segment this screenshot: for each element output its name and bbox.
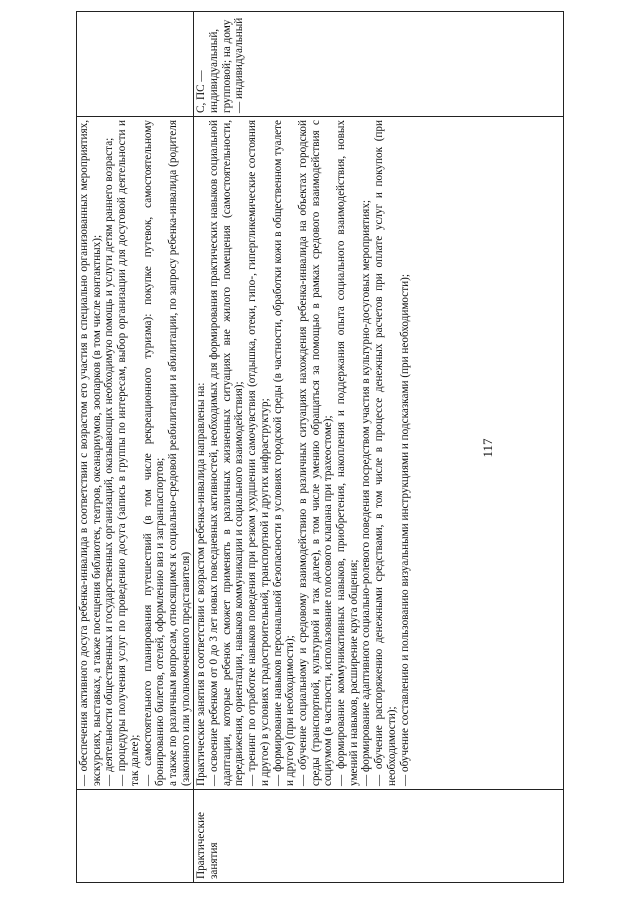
content-item: Практические занятия в соответствии с возрастом ребенка-инвалида направлены на: bbox=[195, 382, 208, 786]
note-cell bbox=[77, 12, 194, 117]
content-item: — обеспечения активного досуга ребенка-инвалида в соответствии с возрастом его участия в специально организованных мероприятиях, экскурсиях, выставках, а также посещения библиотек, театров, океанариумов, зоопарков (в том числе контактных); bbox=[78, 120, 103, 786]
table-row bbox=[194, 12, 564, 883]
content-item: — формирование коммуникативных навыков, приобретения, накопления и поддержания опыта социального взаимодействия, новых умений и навыков, расширение круга общения; bbox=[335, 120, 360, 786]
content-cell bbox=[77, 117, 194, 790]
content-item: — освоение ребенком от 0 до 3 лет новых повседневных активностей, необходимых для формирования практических навыков социальной адаптации, которые ребенок сможет применять в различных жизненных ситуациях вне жилого помещения (самостоятельности, передвижения, ориентации, навыков коммуникации и социального взаимодействия); bbox=[208, 120, 246, 786]
content-item: — процедуры получения услуг по проведению досуга (запись в группы по интересам, выбор организации для досуговой деятельности и так далее); bbox=[116, 120, 141, 786]
content-item: — деятельности общественных и государственных организаций, оказывающих необходимую помощь и услуги детям раннего возраста; bbox=[103, 137, 116, 786]
content-item: — тренинг по отработке навыков поведения при резком ухудшении самочувствия (отдышка, отеки, гипо-, гипергликемические состояния и другое) в условиях градостроительной, транспортной и других инфраструктур; bbox=[246, 120, 271, 786]
content-item: — самостоятельного планирования путешествий (в том числе рекреационного туризма): покупке путевок, самостоятельному бронированию билетов, отелей, оформлению виз и загранпаспортов; bbox=[141, 120, 167, 786]
content-cell bbox=[194, 117, 564, 790]
section-cell: Практические занятия bbox=[194, 790, 564, 883]
rotated-page-content bbox=[76, 17, 564, 883]
content-item: а также по различным вопросам, относящимся к социально-средовой реабилитации и абилитации, по запросу ребенка-инвалида (родителя (законного или уполномоченного представителя) bbox=[166, 120, 192, 786]
content-item: — формирование навыков персональной безопасности в условиях городской среды (в частности, обработки кожи в общественном туалете и другое) (при необходимости); bbox=[271, 120, 297, 786]
services-table bbox=[76, 11, 564, 883]
content-item: — формирование адаптивного социально-ролевого поведения посредством участия в культурно-досуговых мероприятиях; bbox=[360, 199, 373, 786]
section-cell bbox=[77, 790, 194, 883]
content-item: — обучение распоряжению денежными средствами, в том числе в процессе денежных расчетов при оплате услуг и покупок (при необходимости); bbox=[373, 120, 398, 786]
note-cell: С, ПС — индивидуальный, групповой; на дому — индивидуальный bbox=[194, 12, 564, 117]
content-item: — обучение социальному и средовому взаимодействию в различных ситуациях нахождения ребенка-инвалида на объектах городской среды (транспортной, культурной и так далее), в том числе умению обращаться за помощью в рамках средового взаимодействия с социумом (в частности, использование голосового клапана при трахеостоме); bbox=[296, 120, 335, 786]
table-row bbox=[77, 12, 194, 883]
content-item: — обучение составлению и пользованию визуальными инструкциями и подсказками (при необходимости); bbox=[398, 274, 411, 786]
page-number: 117 bbox=[480, 438, 495, 458]
